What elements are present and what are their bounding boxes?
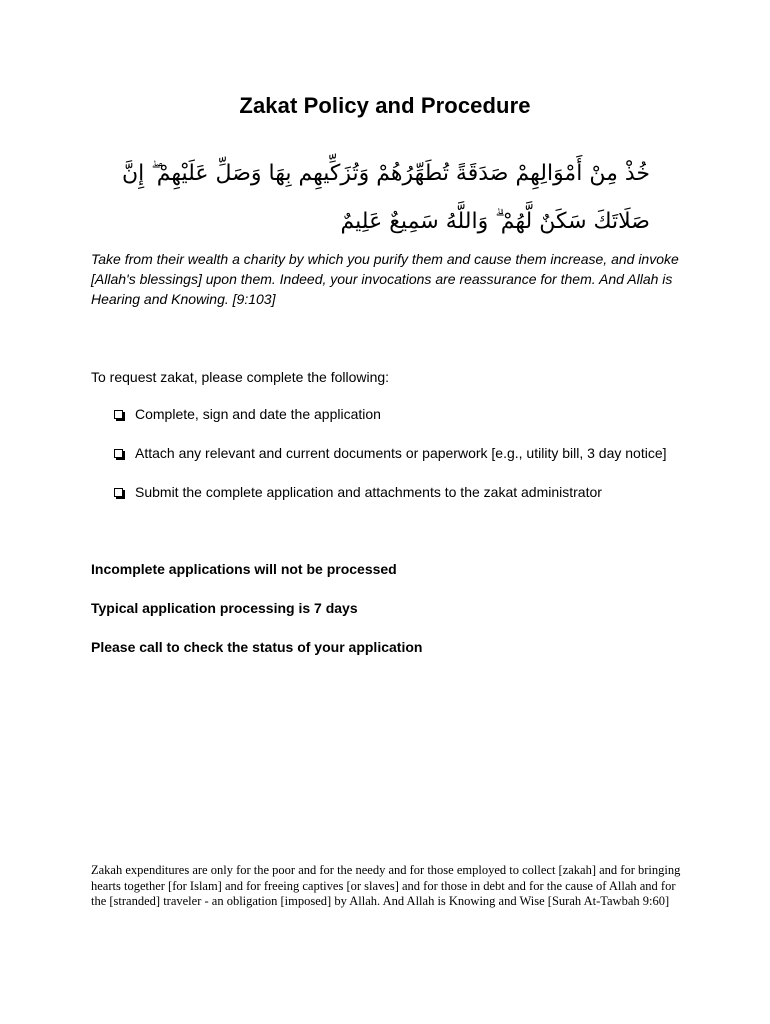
requirements-checklist (114, 404, 667, 521)
checkbox-icon (114, 488, 123, 497)
notice-processing-time: Typical application processing is 7 days (91, 600, 358, 616)
checklist-item-label: Attach any relevant and current documents or paperwork [e.g., utility bill, 3 day notice] (135, 445, 667, 461)
checklist-item-label: Submit the complete application and attachments to the zakat administrator (135, 484, 602, 500)
checklist-item-label: Complete, sign and date the application (135, 406, 381, 422)
checkbox-icon (114, 410, 123, 419)
arabic-verse: خُذْ مِنْ أَمْوَالِهِمْ صَدَقَةً تُطَهِّرُهُمْ وَتُزَكِّيهِم بِهَا وَصَلِّ عَلَيْهِمْ ۖ إِنَّ صَلَاتَكَ سَكَنٌ لَّهُمْ ۗ وَاللَّهُ سَمِيعٌ عَلِيمٌ (121, 161, 650, 234)
checklist-item (114, 404, 667, 424)
instructions-intro: To request zakat, please complete the following: (91, 369, 390, 385)
verse-translation: Take from their wealth a charity by which you purify them and cause them increase, and invoke [Allah's blessings] upon them. Indeed, your invocations are reassurance for them. And Allah is Hearing and Knowing. [9:103] (91, 251, 679, 307)
checklist-item (114, 443, 667, 463)
checkbox-icon (114, 449, 123, 458)
footer-verse: Zakah expenditures are only for the poor and for the needy and for those employed to collect [zakah] and for bringing hearts together [for Islam] and for freeing captives [or slaves] and for those in debt and for the cause of Allah and for the [stranded] traveler - an obligation [imposed] by Allah. And Allah is Knowing and Wise [Surah At-Tawbah 9:60] (91, 863, 681, 908)
checklist-item (114, 482, 667, 502)
notice-incomplete-applications: Incomplete applications will not be processed (91, 561, 397, 577)
page-title: Zakat Policy and Procedure (239, 93, 531, 118)
notice-status-check: Please call to check the status of your application (91, 639, 423, 655)
